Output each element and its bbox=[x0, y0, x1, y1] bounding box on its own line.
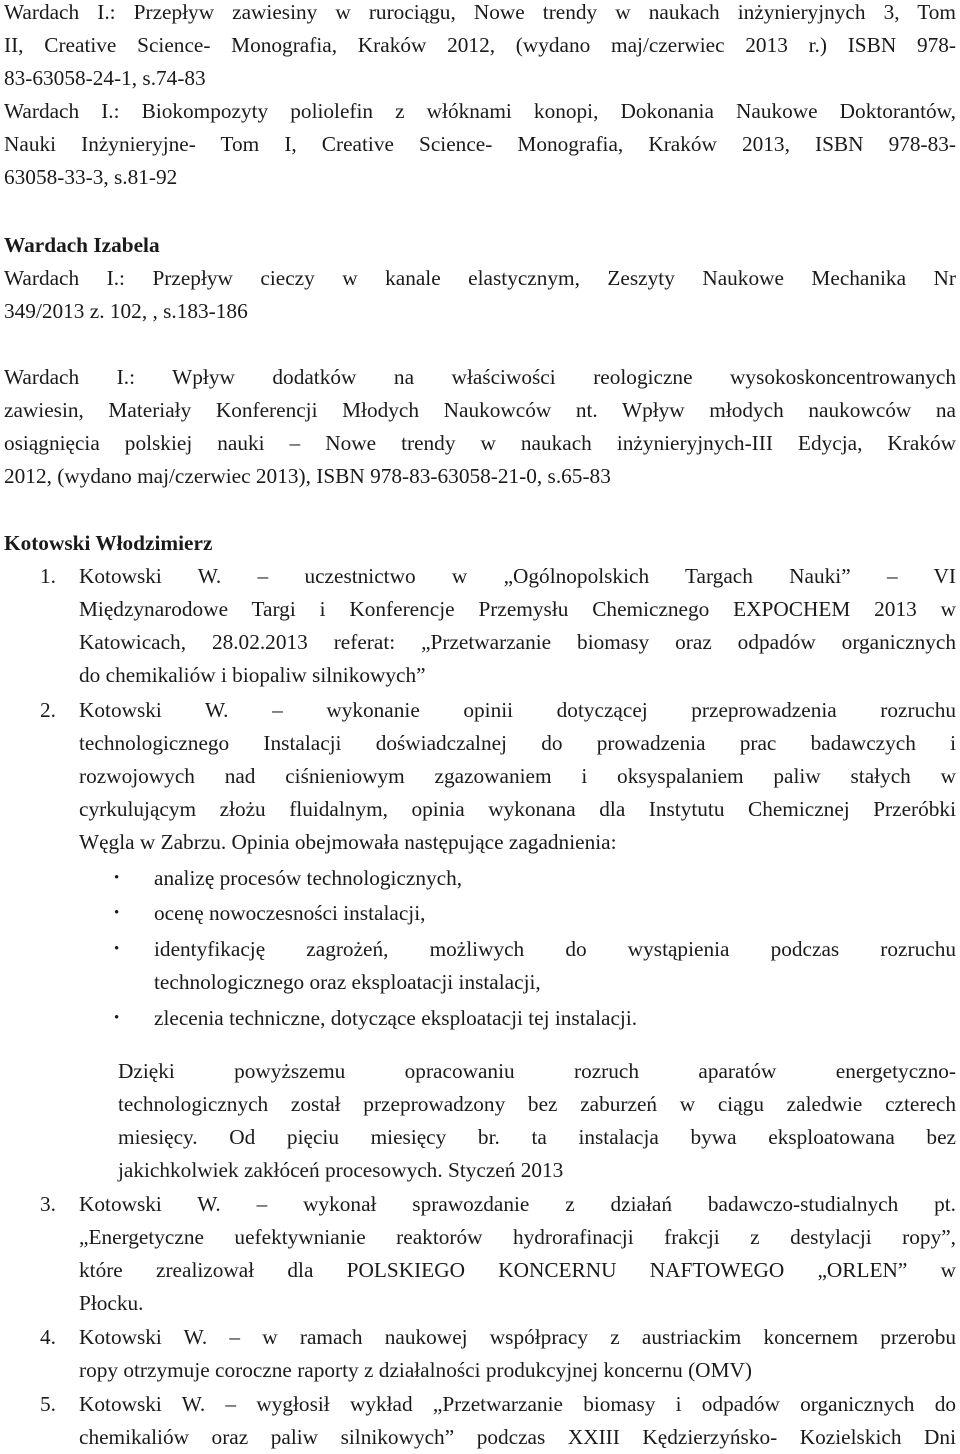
section-heading: Wardach Izabela bbox=[4, 233, 160, 257]
list-item-line: Płocku. bbox=[79, 1291, 144, 1315]
list-item-line: Kotowski W. – wygłosił wykład „Przetwarzanie biomasy i odpadów organicznych do bbox=[79, 1392, 956, 1416]
bullet-icon: • bbox=[114, 905, 120, 921]
bullet-item: ocenę nowoczesności instalacji, bbox=[154, 901, 426, 925]
list-item-line: do chemikaliów i biopaliw silnikowych” bbox=[79, 663, 426, 687]
list-item-line: Kotowski W. – w ramach naukowej współpracy z austriackim koncernem przerobu bbox=[79, 1325, 956, 1349]
list-item-line: Katowicach, 28.02.2013 referat: „Przetwarzanie biomasy oraz odpadów organicznych bbox=[79, 630, 956, 654]
list-item-line: Kotowski W. – wykonanie opinii dotyczącej przeprowadzenia rozruchu bbox=[79, 698, 956, 722]
text-line: Nauki Inżynieryjne- Tom I, Creative Science- Monografia, Kraków 2013, ISBN 978-83- bbox=[4, 132, 956, 156]
bullet-icon: • bbox=[114, 1010, 120, 1026]
list-item-line: cyrkulującym złożu fluidalnym, opinia wykonana dla Instytutu Chemicznej Przeróbki bbox=[79, 797, 956, 821]
list-item-line: technologicznego Instalacji doświadczalnej do prowadzenia prac badawczych i bbox=[79, 731, 956, 755]
bullet-item: identyfikację zagrożeń, możliwych do wystąpienia podczas rozruchu bbox=[154, 937, 956, 961]
bullet-item: analizę procesów technologicznych, bbox=[154, 866, 463, 890]
list-item-line: które zrealizował dla POLSKIEGO KONCERNU NAFTOWEGO „ORLEN” w bbox=[79, 1258, 956, 1282]
list-item-line: Międzynarodowe Targi i Konferencje Przemysłu Chemicznego EXPOCHEM 2013 w bbox=[79, 597, 956, 621]
list-item-line: „Energetyczne uefektywnianie reaktorów hydrorafinacji frakcji z destylacji ropy”, bbox=[79, 1225, 956, 1249]
section-heading: Kotowski Włodzimierz bbox=[4, 531, 213, 555]
list-item-line: Kotowski W. – uczestnictwo w „Ogólnopolskich Targach Nauki” – VI bbox=[79, 564, 956, 588]
text-line: Wardach I.: Wpływ dodatków na właściwości reologiczne wysokoskoncentrowanych bbox=[4, 365, 956, 389]
bullet-icon: • bbox=[114, 870, 120, 886]
text-line: zawiesin, Materiały Konferencji Młodych Naukowców nt. Wpływ młodych naukowców na bbox=[4, 398, 956, 422]
bullet-icon: • bbox=[114, 941, 120, 957]
text-line: Wardach I.: Przepływ zawiesiny w rurociągu, Nowe trendy w naukach inżynieryjnych 3, Tom bbox=[4, 0, 956, 24]
list-item-line: rozwojowych nad ciśnieniowym zgazowaniem i oksyspalaniem paliw stałych w bbox=[79, 764, 956, 788]
list-item-line: chemikaliów oraz paliw silnikowych” podczas XXIII Kędzierzyńsko- Kozielskich Dni bbox=[79, 1425, 956, 1449]
bullet-item: technologicznego oraz eksploatacji instalacji, bbox=[154, 970, 541, 994]
bullet-item: zlecenia techniczne, dotyczące eksploatacji tej instalacji. bbox=[154, 1006, 638, 1030]
text-line: II, Creative Science- Monografia, Kraków 2012, (wydano maj/czerwiec 2013 r.) ISBN 978- bbox=[4, 33, 956, 57]
text-line: miesięcy. Od pięciu miesięcy br. ta instalacja bywa eksploatowana bez bbox=[118, 1125, 956, 1149]
list-number: 2. bbox=[40, 698, 56, 722]
text-line: technologicznych został przeprowadzony bez zaburzeń w ciągu zaledwie czterech bbox=[118, 1092, 956, 1116]
text-line: 63058-33-3, s.81-92 bbox=[4, 165, 178, 189]
text-line: Wardach I.: Przepływ cieczy w kanale elastycznym, Zeszyty Naukowe Mechanika Nr bbox=[4, 266, 956, 290]
list-item-line: ropy otrzymuje coroczne raporty z działalności produkcyjnej koncernu (OMV) bbox=[79, 1358, 752, 1382]
list-item-line: Węgla w Zabrzu. Opinia obejmowała następujące zagadnienia: bbox=[79, 830, 617, 854]
list-number: 1. bbox=[40, 564, 56, 588]
text-line: 83-63058-24-1, s.74-83 bbox=[4, 66, 206, 90]
text-line: 2012, (wydano maj/czerwiec 2013), ISBN 978-83-63058-21-0, s.65-83 bbox=[4, 464, 611, 488]
text-line: 349/2013 z. 102, , s.183-186 bbox=[4, 299, 248, 323]
list-number: 3. bbox=[40, 1192, 56, 1216]
text-line: Dzięki powyższemu opracowaniu rozruch aparatów energetyczno- bbox=[118, 1059, 956, 1083]
text-line: jakichkolwiek zakłóceń procesowych. Styczeń 2013 bbox=[118, 1158, 564, 1182]
list-item-line: Kotowski W. – wykonał sprawozdanie z działań badawczo-studialnych pt. bbox=[79, 1192, 956, 1216]
list-number: 5. bbox=[40, 1392, 56, 1416]
text-line: Wardach I.: Biokompozyty poliolefin z włóknami konopi, Dokonania Naukowe Doktorantów, bbox=[4, 99, 956, 123]
list-number: 4. bbox=[40, 1325, 56, 1349]
text-line: osiągnięcia polskiej nauki – Nowe trendy w naukach inżynieryjnych-III Edycja, Kraków bbox=[4, 431, 956, 455]
